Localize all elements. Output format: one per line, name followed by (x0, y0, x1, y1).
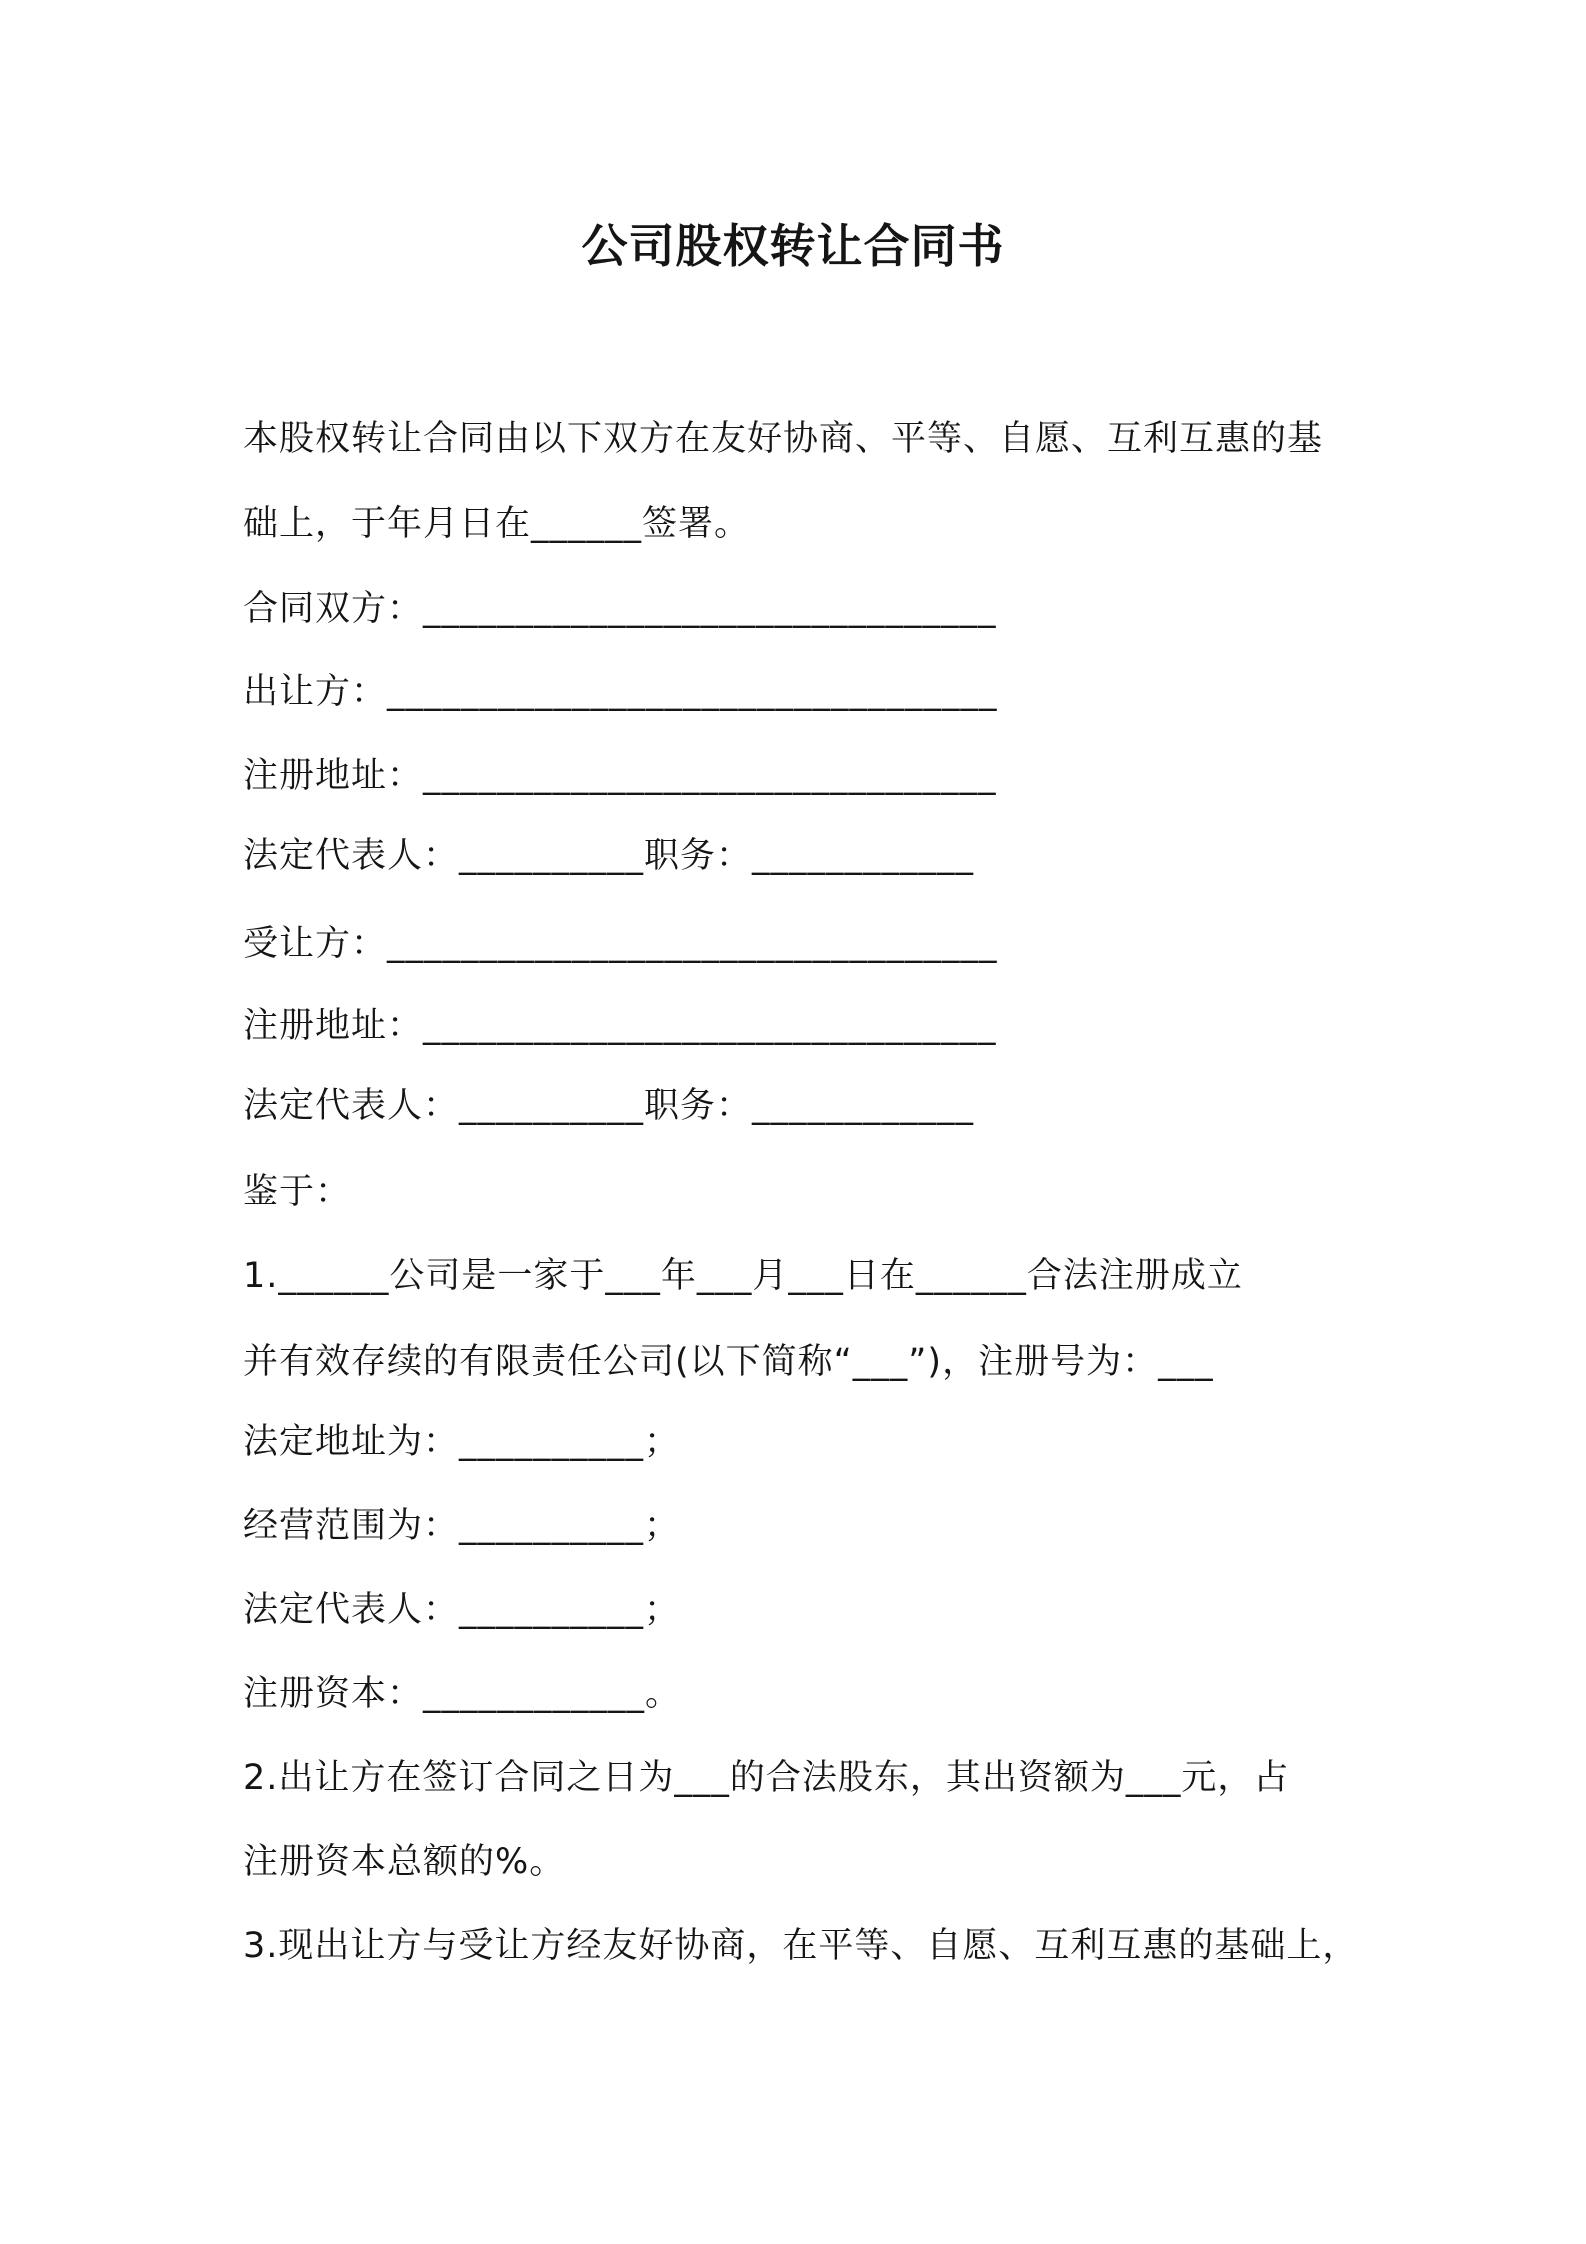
intro-line-2: 础上，于年月日在______签署。 (243, 504, 751, 544)
transferor-representative-field: 法定代表人：__________职务：____________ (243, 836, 975, 876)
whereas-heading: 鉴于： (243, 1172, 352, 1212)
legal-address-field: 法定地址为：__________； (243, 1422, 681, 1462)
clause-2-line-1: 2.出让方在签订合同之日为___的合法股东，其出资额为___元，占 (243, 1758, 1290, 1798)
clause-3-line-1: 3.现出让方与受让方经友好协商，在平等、自愿、互利互惠的基础上， (243, 1926, 1359, 1966)
clause-1-line-2: 并有效存续的有限责任公司(以下简称“___”)，注册号为：___ (243, 1342, 1214, 1382)
legal-representative-field: 法定代表人：__________； (243, 1590, 681, 1630)
intro-line-1: 本股权转让合同由以下双方在友好协商、平等、自愿、互利互惠的基 (243, 419, 1324, 459)
business-scope-field: 经营范围为：__________； (243, 1506, 681, 1546)
registered-capital-field: 注册资本：____________。 (243, 1674, 682, 1714)
transferee-field: 受让方：_________________________________ (243, 924, 998, 964)
transferor-address-field: 注册地址：_______________________________ (243, 756, 997, 796)
transferee-address-field: 注册地址：_______________________________ (243, 1006, 997, 1046)
transferee-representative-field: 法定代表人：__________职务：____________ (243, 1086, 975, 1126)
clause-1-line-1: 1.______公司是一家于___年___月___日在______合法注册成立 (243, 1256, 1243, 1296)
document-title: 公司股权转让合同书 (581, 219, 1005, 273)
contract-parties-field: 合同双方：_______________________________ (243, 589, 997, 629)
transferor-field: 出让方：_________________________________ (243, 672, 998, 712)
clause-2-line-2: 注册资本总额的%。 (243, 1842, 566, 1882)
